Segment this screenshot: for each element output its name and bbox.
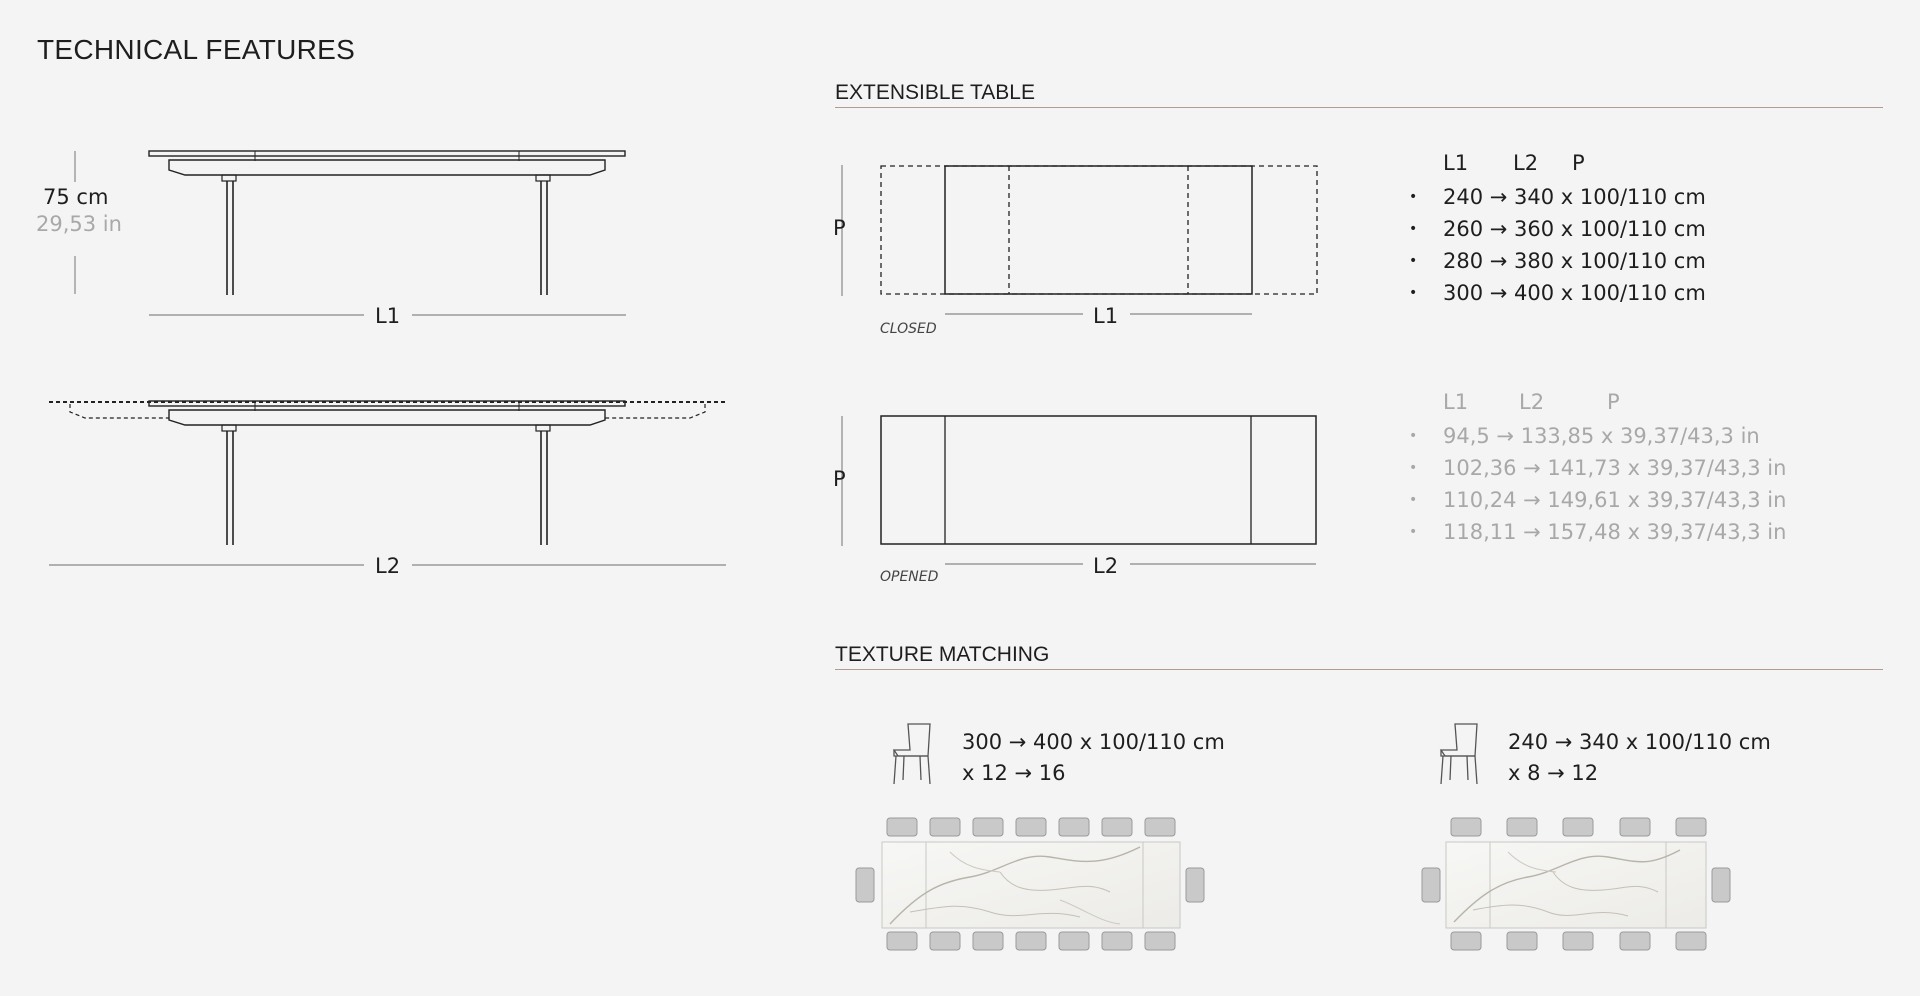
in-header-p: P (1607, 390, 1620, 414)
closed-length-label: L1 (1093, 304, 1119, 328)
list-item: • 118,11 → 157,48 x 39,37/43,3 in (1409, 516, 1786, 548)
closed-depth-label: P (833, 216, 846, 240)
list-item: • 110,24 → 149,61 x 39,37/43,3 in (1409, 484, 1786, 516)
cm-size-list (1409, 181, 1706, 309)
bullet-icon: • (1409, 189, 1418, 205)
large-size-text: 300 → 400 x 100/110 cm (962, 730, 1225, 754)
cm-header-l2: L2 (1513, 151, 1539, 175)
side-opened-length-label: L2 (375, 554, 401, 578)
extensible-table-title: EXTENSIBLE TABLE (835, 81, 1035, 104)
list-item: • 300 → 400 x 100/110 cm (1409, 277, 1706, 309)
in-header-l2: L2 (1519, 390, 1545, 414)
opened-state-label: OPENED (880, 569, 939, 585)
bullet-icon: • (1409, 492, 1418, 508)
height-cm-label: 75 cm (43, 185, 109, 209)
list-item: • 240 → 340 x 100/110 cm (1409, 181, 1706, 213)
bullet-icon: • (1409, 221, 1418, 237)
list-item: • 94,5 → 133,85 x 39,37/43,3 in (1409, 420, 1786, 452)
inch-size-list (1409, 420, 1786, 548)
opened-depth-label: P (833, 467, 846, 491)
small-size-text: 240 → 340 x 100/110 cm (1508, 730, 1771, 754)
bullet-icon: • (1409, 253, 1418, 269)
large-seats-text: x 12 → 16 (962, 761, 1066, 785)
top-view-opened (0, 0, 1400, 600)
height-in-label: 29,53 in (36, 212, 122, 236)
bullet-icon: • (1409, 524, 1418, 540)
in-header-l1: L1 (1443, 390, 1469, 414)
bullet-icon: • (1409, 428, 1418, 444)
closed-state-label: CLOSED (880, 321, 937, 337)
chair-icon (890, 722, 938, 786)
chair-icon (1437, 722, 1485, 786)
list-item: • 260 → 360 x 100/110 cm (1409, 213, 1706, 245)
list-item: • 280 → 380 x 100/110 cm (1409, 245, 1706, 277)
bullet-icon: • (1409, 460, 1418, 476)
marble-table-small (1418, 812, 1748, 957)
page-title: TECHNICAL FEATURES (37, 34, 356, 65)
texture-matching-title: TEXTURE MATCHING (835, 643, 1050, 666)
texture-matching-rule (835, 669, 1883, 670)
small-seats-text: x 8 → 12 (1508, 761, 1599, 785)
marble-table-large (850, 812, 1230, 957)
side-closed-length-label: L1 (375, 304, 401, 328)
opened-length-label: L2 (1093, 554, 1119, 578)
bullet-icon: • (1409, 285, 1418, 301)
list-item: • 102,36 → 141,73 x 39,37/43,3 in (1409, 452, 1786, 484)
cm-header-p: P (1572, 151, 1585, 175)
cm-header-l1: L1 (1443, 151, 1469, 175)
